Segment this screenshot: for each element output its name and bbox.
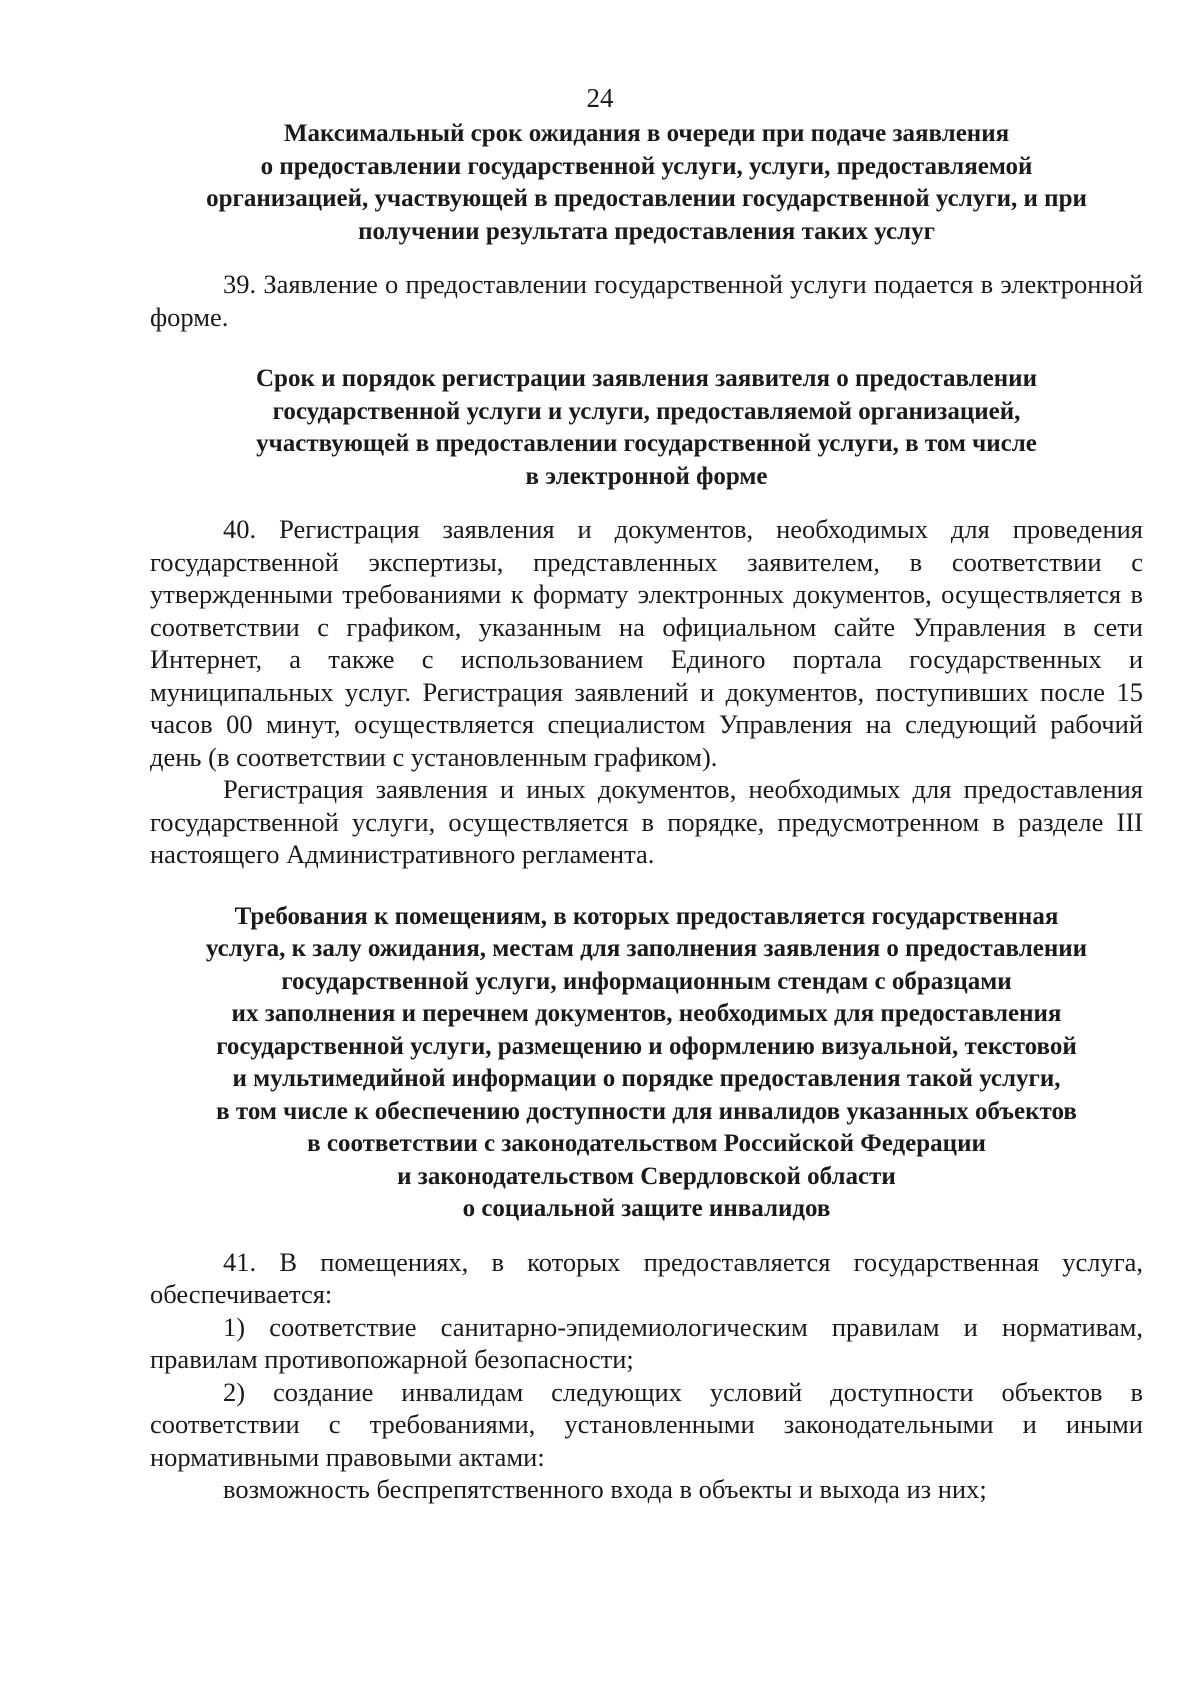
paragraph-40-continued: Регистрация заявления и иных документов, необходимых для предоставления государственной услуги, осуществляется в порядке, предусмотренном в разделе III настоящего Административного регламента.	[150, 774, 1143, 869]
section-heading-queue-wait-time	[150, 118, 1143, 248]
paragraph-41: 41. В помещениях, в которых предоставляется государственная услуга, обеспечивается:	[150, 1246, 1143, 1309]
heading-line: Срок и порядок регистрации заявления заявителя о предоставлении	[256, 365, 1037, 392]
heading-line: и законодательством Свердловской области	[397, 1162, 896, 1190]
paragraph-39: 39. Заявление о предоставлении государственной услуги подается в электронной форме.	[150, 269, 1143, 332]
heading-line: государственной услуги, информационным стендам с образцами	[281, 967, 1012, 995]
heading-line: Максимальный срок ожидания в очереди при подаче заявления	[283, 120, 1010, 147]
paragraph-41-item-2: 2) создание инвалидам следующих условий доступности объектов в соответствии с требованиями, установленными законодательными и иными нормативными правовыми актами:	[150, 1376, 1143, 1472]
heading-line: государственной услуги и услуги, предоставляемой организацией,	[272, 397, 1021, 425]
heading-line: в том числе к обеспечению доступности для инвалидов указанных объектов	[216, 1097, 1077, 1125]
heading-line: в соответствии с законодательством Российской Федерации	[307, 1130, 986, 1157]
heading-line: государственной услуги, размещению и оформлению визуальной, текстовой	[216, 1032, 1077, 1060]
paragraph-41-item-1: 1) соответствие санитарно-эпидемиологическим правилам и нормативам, правилам противопожарной безопасности;	[150, 1311, 1143, 1374]
document-body	[150, 118, 1143, 1506]
heading-line: их заполнения и перечнем документов, необходимых для предоставления	[231, 1000, 1062, 1027]
heading-line: о социальной защите инвалидов	[462, 1195, 831, 1222]
heading-line: и мультимедийной информации о порядке предоставления такой услуги,	[232, 1065, 1061, 1092]
paragraph-41-item-3: возможность беспрепятственного входа в объекты и выхода из них;	[223, 1474, 987, 1504]
paragraph-40: 40. Регистрация заявления и документов, необходимых для проведения государственной экспертизы, представленных заявителем, в соответствии с утвержденными требованиями к формату электронных документов, осуществляется в соответствии с графиком, указанным на официальном сайте Управления в сети Интернет, а также с использованием Единого портала государственных и муниципальных услуг. Регистрация заявлений и документов, поступивших после 15 часов 00 минут, осуществляется специалистом Управления на следующий рабочий день (в соответствии с установленным графиком).	[150, 514, 1143, 772]
heading-line: получении результата предоставления таких услуг	[358, 217, 935, 245]
heading-line: Требования к помещениям, в которых предоставляется государственная	[234, 902, 1059, 930]
heading-line: услуга, к залу ожидания, местам для заполнения заявления о предоставлении	[205, 935, 1088, 962]
heading-line: участвующей в предоставлении государственной услуги, в том числе	[256, 430, 1037, 457]
section-heading-premises-requirements	[150, 901, 1143, 1226]
heading-line: о предоставлении государственной услуги, услуги, предоставляемой	[260, 152, 1033, 180]
page-number: 24	[586, 83, 614, 113]
heading-line: организацией, участвующей в предоставлении государственной услуги, и при	[206, 185, 1087, 212]
heading-line: в электронной форме	[525, 462, 768, 490]
section-heading-registration	[150, 363, 1143, 493]
